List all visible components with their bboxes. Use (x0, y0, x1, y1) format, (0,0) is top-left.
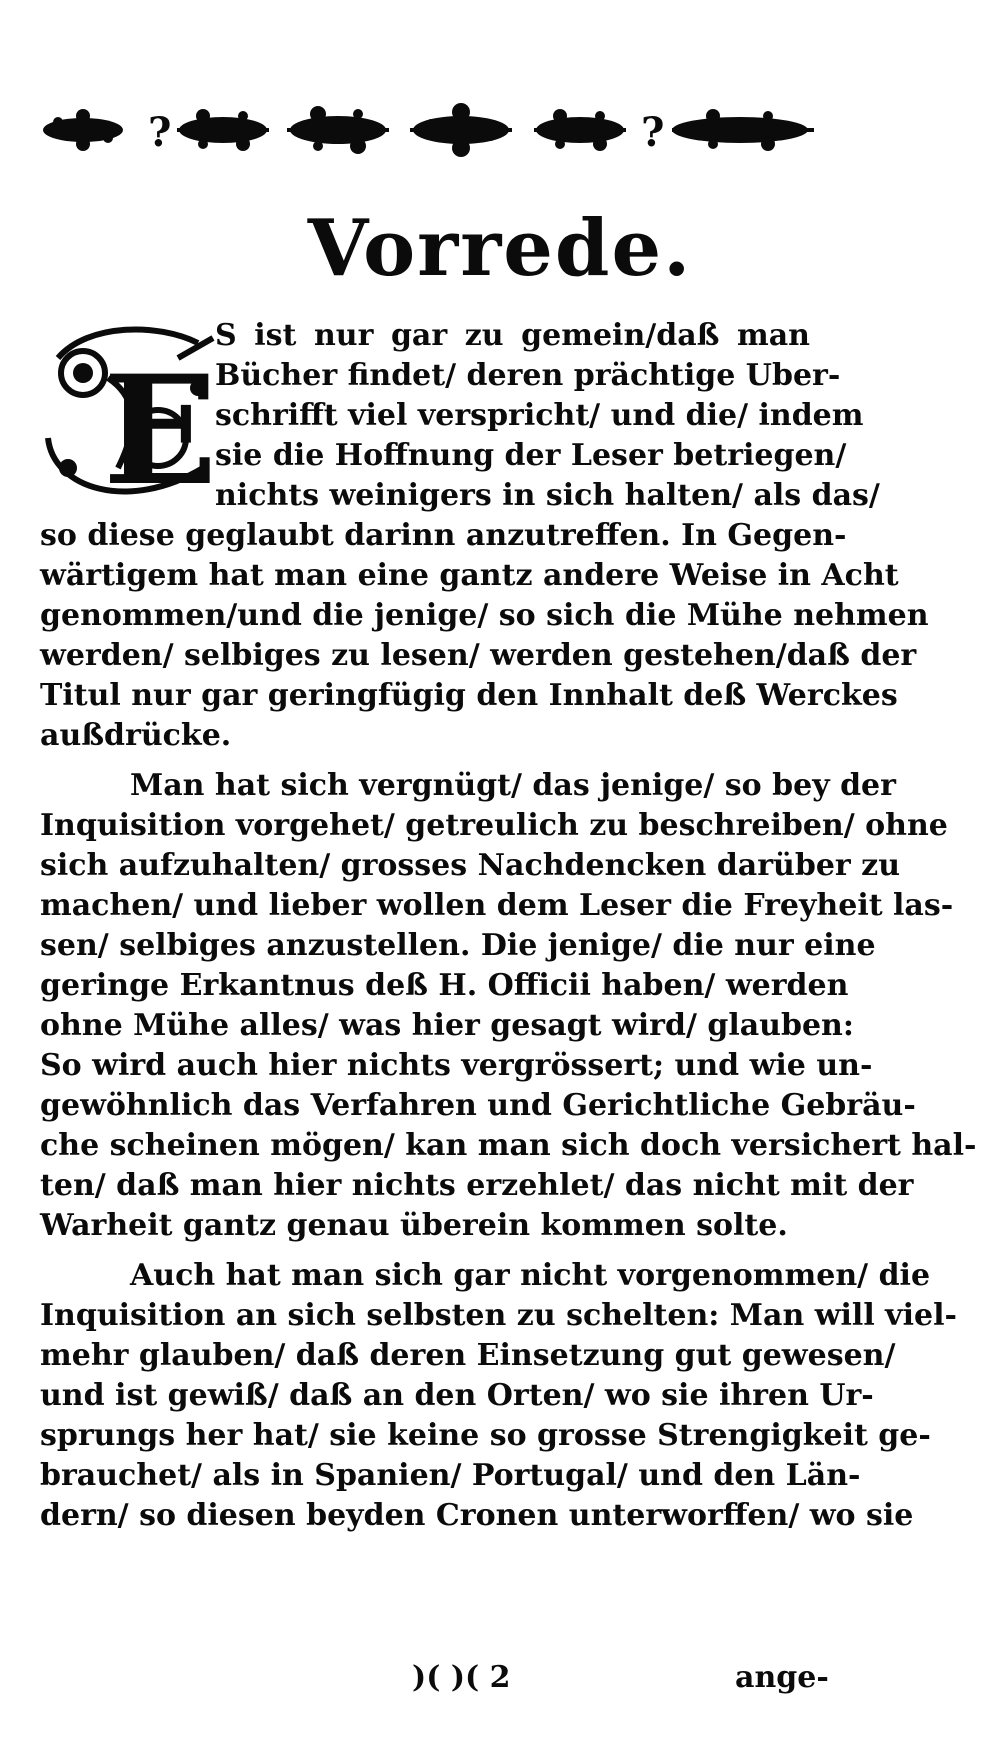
text-line: und ist gewiß/ daß an den Orten/ wo sie ihren Ur- (40, 1378, 874, 1413)
text-line: Inquisition an sich selbsten zu schelten: Man will viel- (40, 1298, 957, 1333)
text-line: Man hat sich vergnügt/ das jenige/ so bey der (130, 768, 896, 803)
text-line: schrifft viel verspricht/ und die/ indem (215, 398, 864, 433)
svg-text:?: ? (148, 109, 172, 156)
text-line: ten/ daß man hier nichts erzehlet/ das nicht mit der (40, 1168, 914, 1203)
fleuron-icon (43, 109, 123, 151)
text-line: sie die Hoffnung der Leser betriegen/ (215, 438, 847, 473)
text-line: S ist nur gar zu gemein/daß man (215, 318, 810, 353)
fleuron-icon (177, 109, 269, 151)
text-line: ohne Mühe alles/ was hier gesagt wird/ glauben: (40, 1008, 854, 1043)
text-line: Titul nur gar geringfügig den Innhalt deß Werckes (40, 678, 898, 713)
text-line: Inquisition vorgehet/ getreulich zu beschreiben/ ohne (40, 808, 948, 843)
text-line: genommen/und die jenige/ so sich die Mühe nehmen (40, 598, 929, 633)
fleuron-band-icon (38, 100, 818, 160)
text-line: mehr glauben/ daß deren Einsetzung gut gewesen/ (40, 1338, 896, 1373)
text-line: machen/ und lieber wollen dem Leser die Freyheit las- (40, 888, 954, 923)
text-line: werden/ selbiges zu lesen/ werden gestehen/daß der (40, 638, 917, 673)
text-line: dern/ so diesen beyden Cronen unterworffen/ wo sie (40, 1498, 914, 1533)
text-line: so diese geglaubt darinn anzutreffen. In Gegen- (40, 518, 847, 553)
fleuron-icon (410, 103, 512, 157)
text-line: sprungs her hat/ sie keine so grosse Strengigkeit ge- (40, 1418, 931, 1453)
decorated-initial-icon (38, 318, 233, 518)
signature-mark: )( )( 2 (412, 1660, 511, 1695)
text-line: geringe Erkantnus deß H. Officii haben/ werden (40, 968, 849, 1003)
svg-text:?: ? (641, 109, 665, 156)
text-line: che scheinen mögen/ kan man sich doch versichert hal- (40, 1128, 977, 1163)
initial-letter: E (103, 343, 218, 518)
fleuron-icon (534, 109, 626, 151)
catchword: ange- (735, 1660, 829, 1695)
text-line: Auch hat man sich gar nicht vorgenommen/ die (130, 1258, 931, 1293)
text-line: Bücher findet/ deren prächtige Uber- (215, 358, 841, 393)
text-line: Warheit gantz genau überein kommen solte. (40, 1208, 788, 1243)
text-line: gewöhnlich das Verfahren und Gerichtliche Gebräu- (40, 1088, 916, 1123)
text-line: wärtigem hat man eine gantz andere Weise in Acht (40, 558, 899, 593)
text-line: nichts weinigers in sich halten/ als das/ (215, 478, 880, 513)
fleuron-icon (287, 106, 389, 154)
text-line: außdrücke. (40, 718, 232, 753)
text-line: brauchet/ als in Spanien/ Portugal/ und den Län- (40, 1458, 861, 1493)
text-line: sen/ selbiges anzustellen. Die jenige/ die nur eine (40, 928, 876, 963)
text-line: sich aufzuhalten/ grosses Nachdencken darüber zu (40, 848, 901, 883)
text-line: So wird auch hier nichts vergrössert; und wie un- (40, 1048, 873, 1083)
fleuron-icon (672, 109, 814, 151)
page-title: Vorrede. (307, 203, 693, 294)
